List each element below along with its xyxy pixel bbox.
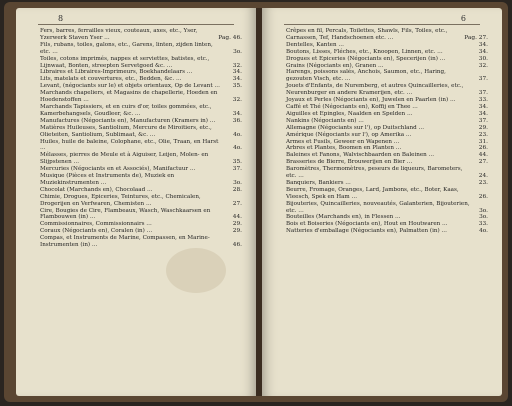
index-entry-text: Banquiers, Bankiers … [286, 179, 351, 186]
index-entry-text: Bois et Boiseries (Négociants en), Hout en Houtwaren … [286, 221, 448, 228]
index-entry [40, 42, 242, 56]
index-entry-text: Musique (Pièces et Instruments de), Muziek en Muziekinstrumenten … [40, 173, 175, 186]
index-entry [286, 83, 488, 97]
index-entry [40, 125, 242, 139]
index-entry-text: Aiguilles et Epingles, Naalden en Spelden … [286, 110, 413, 117]
index-entry-page-ref: 4o. [233, 131, 242, 138]
index-entry-text: Lits, matelats et couvertures, etc., Bedden, &c. … [40, 76, 182, 83]
index-entry-text: Grains (Négociants en), Granen … [286, 62, 384, 69]
index-entry [40, 187, 242, 194]
index-entry-page-ref: 32. [478, 62, 488, 69]
index-entry-page-ref: 37. [478, 117, 488, 124]
index-entry [286, 97, 488, 104]
index-entry-page-ref: 4o. [479, 228, 488, 235]
index-entry-page-ref: 35. [232, 159, 242, 166]
index-entry-text: Jouets d'Enfants, de Nuremberg, et autres Quincailleries, etc., Neurenburger en andere Kramerijen, etc. … [286, 83, 464, 97]
index-entry [286, 201, 488, 215]
page-number: 6 [460, 14, 466, 23]
index-entry [286, 104, 488, 111]
index-entry-page-ref: 44. [232, 214, 242, 221]
index-entry-text: Joyaux et Perles (Négociants en), Juwelen en Paarlen (in) … [286, 97, 456, 104]
index-entry-page-ref: 46. [232, 242, 242, 249]
index-entry-page-ref: 35. [232, 83, 242, 90]
index-entry [286, 187, 488, 201]
index-entry [286, 139, 488, 146]
index-entry-text: Huiles, huile de baleine, Colophane, etc., Olie, Traan, en Harst … [40, 138, 219, 152]
index-entry-page-ref: 34. [478, 110, 488, 117]
index-entry-page-ref: 32. [232, 62, 242, 69]
index-entry-page-ref: 24. [478, 173, 488, 180]
index-entry-text: Marchands chapeliers, et Magasins de chapellerie, Hoeden en Hoedenstoffen … [40, 90, 218, 104]
index-entry-text: Manufactures (Négociants en), Manufacturen (Kramers in) … [40, 117, 216, 124]
index-entry-text: Compas, et Instruments de Marine, Compassen, en Marine-Instrumenten (in) … [40, 235, 210, 249]
index-entry-page-ref: 27. [478, 159, 488, 166]
index-entry-page-ref: 28. [232, 186, 242, 193]
index-entry-text: Caffé et Thé (Négociants en), Koffij en Thee … [286, 103, 418, 110]
index-entry-text: Baleines et Fanons, Walvischbaarden en Baleinen … [286, 152, 435, 159]
index-entry-page-ref: 44. [478, 152, 488, 159]
index-entry [40, 166, 242, 173]
index-entry-page-ref: 26. [478, 193, 488, 200]
index-entry-page-ref: 4o. [233, 145, 242, 152]
index-entry-list [40, 28, 242, 249]
index-entry [40, 139, 242, 153]
index-entry-page-ref: 29. [232, 228, 242, 235]
index-entry-text: Toiles, cotons imprimés, nappes et serviettes, batistes, etc., Lijnwaat, Bonten, streepten Servetgoed &c. … [40, 55, 210, 69]
index-entry-text: Arbres et Plantes, Boomen en Planten … [286, 145, 402, 152]
index-entry-text: Fils, rubans, toiles, galons, etc., Garens, linten, zijden linten, etc. … [40, 41, 213, 55]
index-entry-page-ref: 33. [478, 221, 488, 228]
index-entry-text: Libraires et Libraires-Imprimeurs, Boekhandelaars … [40, 69, 193, 76]
index-entry-text: Cire, Bougies de Cire, Flambeaux, Wasch, Waschkaarsen en Flambouwen (in) … [40, 207, 211, 221]
index-entry-text: Mélasses, pierres de Meule et à Aiguiser, Leijen, Molen- en Slijpstenen … [40, 152, 209, 166]
header-rule [38, 24, 234, 25]
index-entry [286, 125, 488, 132]
index-entry [286, 111, 488, 118]
index-entry-page-ref: 33. [478, 97, 488, 104]
index-entry [40, 228, 242, 235]
index-entry-page-ref: 37. [232, 166, 242, 173]
index-entry-page-ref: Pag. 27. [464, 34, 488, 41]
index-entry [40, 152, 242, 166]
index-entry-page-ref: 34. [478, 103, 488, 110]
index-entry-text: Chocolat (Marchands en), Chocolaad … [40, 186, 153, 193]
index-entry-page-ref: 26. [478, 145, 488, 152]
index-entry-page-ref: 37. [478, 90, 488, 97]
index-entry-text: Coraux (Négociants en), Coralen (in) … [40, 228, 153, 235]
index-entry [40, 118, 242, 125]
index-entry-text: Nankins (Négociants en) … [286, 117, 364, 124]
index-entry [40, 104, 242, 118]
index-entry-text: Brasseries de Bierre, Brouwerijen en Bier … [286, 159, 413, 166]
index-entry-page-ref: 34. [232, 76, 242, 83]
index-entry [40, 208, 242, 222]
index-entry [286, 180, 488, 187]
index-entry-text: Natteries d'emballage (Négociants en), Palmatten (in) … [286, 228, 448, 235]
index-entry [286, 166, 488, 180]
index-entry [286, 42, 488, 49]
index-entry [286, 49, 488, 56]
index-entry-page-ref: 23. [478, 131, 488, 138]
index-entry-list [286, 28, 488, 235]
index-entry-text: Chimie, Drogues, Epiceries, Teintures, etc., Chemicalen, Drogerijen en Verfwaren, Chemisten … [40, 193, 201, 207]
index-entry [286, 118, 488, 125]
index-entry-text: Allemagne (Négociants sur l'), op Duitschland … [286, 124, 425, 131]
index-entry-text: Mercuries (Négociants en et Associés), Manifactuur … [40, 166, 196, 173]
index-entry-text: Marchands Tapissiers, et en cuirs d'or, toiles gommées, etc., Kamerbehangsels, Goudleer, &c. … [40, 103, 212, 117]
index-entry-text: Drogues et Epiceries (Négociants en), Specerijen (in) … [286, 55, 446, 62]
index-entry [286, 145, 488, 152]
index-entry-page-ref: 31. [478, 138, 488, 145]
index-entry-text: Baromètres, Thermomètres, peseurs de liqueurs, Barometers, etc. … [286, 166, 463, 180]
index-entry [40, 90, 242, 104]
index-entry-page-ref: 36. [232, 117, 242, 124]
index-entry-page-ref: 34. [478, 48, 488, 55]
index-entry-text: Matières Huileuses, Santiolium, Mercure de Miroitiers, etc., Olieteiten, Santiolium, Sublimaat, &c. … [40, 124, 212, 138]
index-entry-page-ref: 34. [232, 69, 242, 76]
index-entry-text: Crêpes en fil, Percals, Toilettes, Shawls, Fils, Toiles, etc., Carnassen, Tef, Handschoenen etc. … [286, 28, 448, 41]
paper-stain [166, 248, 226, 293]
index-entry [40, 69, 242, 76]
index-entry-page-ref: Pag. 46. [218, 34, 242, 41]
left-page [16, 8, 256, 396]
index-entry [286, 132, 488, 139]
book-scan [4, 2, 508, 402]
index-entry [40, 83, 242, 90]
index-entry-text: Beurre, Fromage, Oranges, Lard, Jambons, etc., Boter, Kaas, Vleesch, Spek en Ham … [286, 186, 459, 200]
index-entry-page-ref: 3o. [233, 179, 242, 186]
header-rule [284, 24, 480, 25]
index-entry-text: Dentelles, Kanten … [286, 41, 344, 48]
index-entry [286, 228, 488, 235]
index-entry [286, 56, 488, 63]
index-entry [286, 28, 488, 42]
index-entry [40, 28, 242, 42]
index-entry-text: Boutons, Lisses, Fléches, etc., Knoopen, Linnen, etc. … [286, 48, 443, 55]
index-entry-page-ref: 34. [232, 110, 242, 117]
index-entry-text: Harengs, poissons salés, Anchois, Saumon, etc., Haring, gezouten Visch, etc. … [286, 69, 446, 83]
index-entry [40, 235, 242, 249]
index-entry-page-ref: 23. [478, 179, 488, 186]
index-entry-page-ref: 32. [232, 97, 242, 104]
index-entry-text: Armes et Fusils, Geweer en Wapenen … [286, 138, 400, 145]
index-entry [286, 69, 488, 83]
index-entry-page-ref: 30. [478, 55, 488, 62]
index-entry-text: Commissionnaires, Commissionnairs … [40, 221, 152, 228]
index-entry-page-ref: 3o. [479, 207, 488, 214]
page-number: 8 [58, 14, 64, 23]
index-entry-text: Bijouteries, Quincailleries, nouveautés, Galanterien, Bijouterien, etc. … [286, 200, 470, 214]
index-entry-page-ref: 3o. [479, 214, 488, 221]
index-entry [40, 194, 242, 208]
index-entry-page-ref: 34. [478, 41, 488, 48]
index-entry-page-ref: 27. [232, 200, 242, 207]
index-entry-text: Amérique (Négociants sur l'), op Amerika … [286, 131, 412, 138]
right-page [262, 8, 502, 396]
index-entry [286, 152, 488, 159]
index-entry-text: Bouteilles (Marchands en), in Flessen … [286, 214, 401, 221]
index-entry [40, 56, 242, 70]
index-entry-page-ref: 37. [478, 76, 488, 83]
index-entry-page-ref: 29. [478, 124, 488, 131]
index-entry-text: Fers, barres, ferrailles vieux, couteaux, axes, etc., Yser, Yzerwerk Staven Yser … [40, 28, 198, 41]
index-entry-page-ref: 29. [232, 221, 242, 228]
index-entry-text: Levant, (négociants sur le) et objets orientaux, Op de Levant … [40, 83, 220, 90]
index-entry-page-ref: 3o. [233, 48, 242, 55]
index-entry [40, 173, 242, 187]
